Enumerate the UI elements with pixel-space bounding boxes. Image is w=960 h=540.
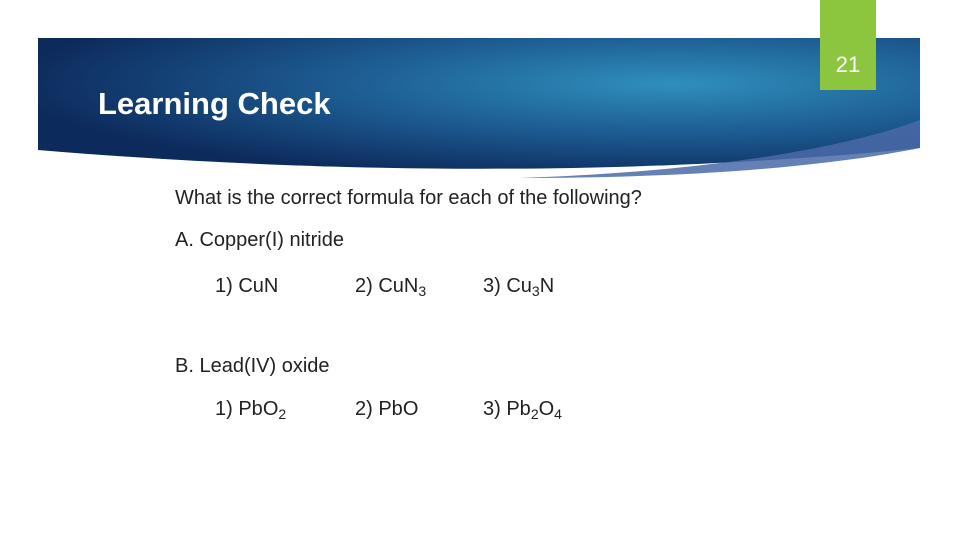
- part-a-option-1: 1) CuN: [215, 275, 279, 297]
- part-a-option-3: 3) $Cu_3N$: [483, 275, 555, 299]
- part-b-label: B. Lead(IV) oxide: [175, 355, 330, 377]
- part-b-option-1: 1) PbO$_2$: [215, 398, 287, 422]
- part-b-option-3: 3) $Pb_2O_4$: [483, 398, 562, 422]
- part-a-label: A. Copper(I) nitride: [175, 229, 344, 251]
- slide-number: 21: [835, 52, 861, 77]
- part-a-option-2: 2) CuN$_3$: [355, 275, 427, 299]
- part-b-option-2: 2) PbO: [355, 398, 419, 420]
- slide-title: Learning Check: [98, 86, 331, 121]
- question-text: What is the correct formula for each of the following?: [175, 187, 642, 209]
